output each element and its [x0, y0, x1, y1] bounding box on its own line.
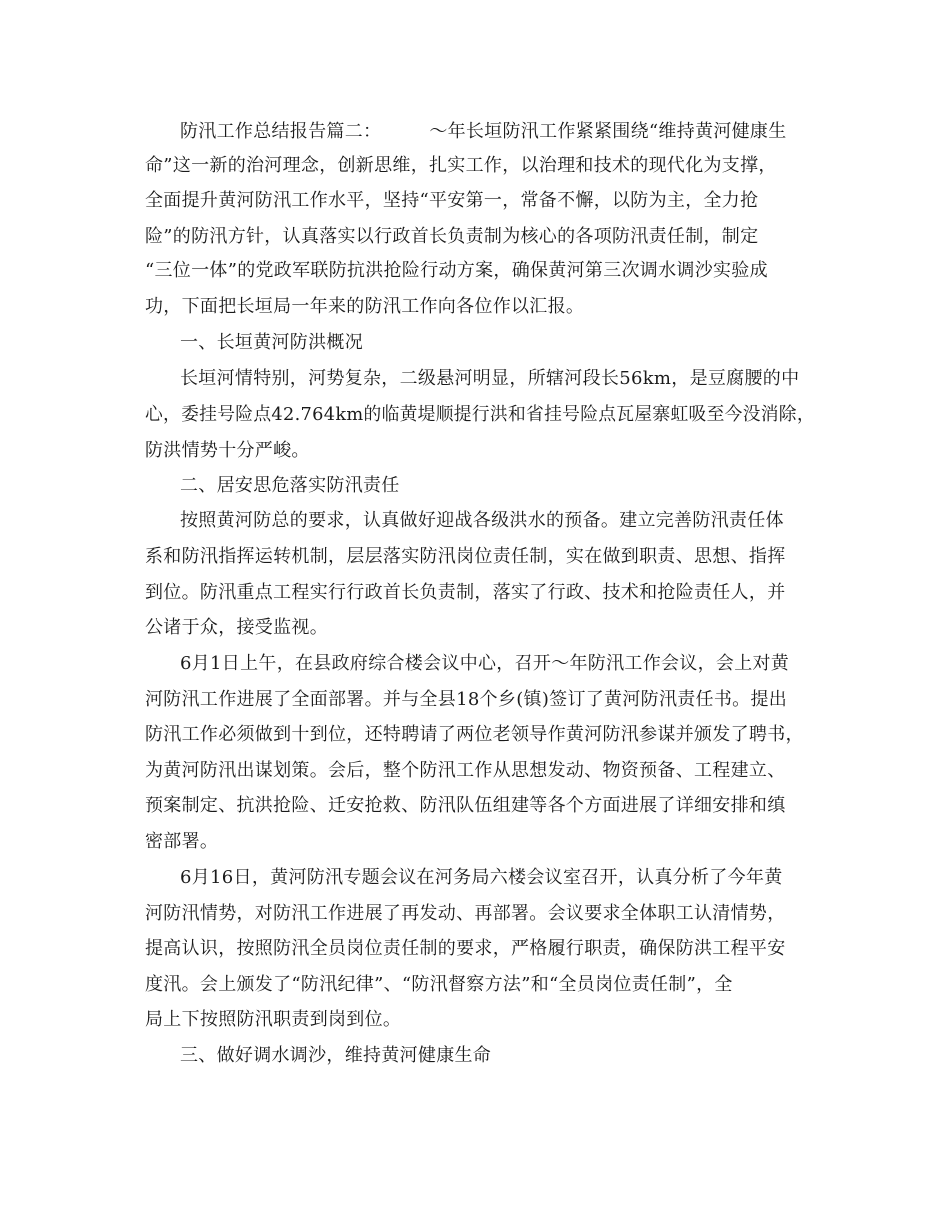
text-line-2: 命”这一新的治河理念，创新思维，扎实工作，以治理和技术的现代化为支撑， — [145, 155, 777, 176]
text-line-12: 按照黄河防总的要求，认真做好迎战各级洪水的预备。建立完善防汛责任体 — [180, 510, 784, 531]
text-line-8: 长垣河情特别，河势复杂，二级悬河明显，所辖河段长56km，是豆腐腰的中 — [180, 368, 800, 389]
text-line-17: 河防汛工作进展了全面部署。并与全县18个乡(镇)签订了黄河防汛责任书。提出 — [145, 689, 788, 710]
report-title: 防汛工作总结报告篇二： — [180, 121, 382, 142]
text-line-25: 度汛。会上颁发了“防汛纪律”、“防汛督察方法”和“全员岗位责任制”，全 — [145, 974, 733, 995]
text-line-18: 防汛工作必须做到十到位，还特聘请了两位老领导作黄河防汛参谋并颁发了聘书， — [145, 724, 804, 745]
text-line-22: 6月16日，黄河防汛专题会议在河务局六楼会议室召开，认真分析了今年黄 — [180, 867, 783, 888]
section-heading-1: 一、长垣黄河防洪概况 — [180, 332, 363, 353]
text-line-21: 密部署。 — [145, 831, 219, 852]
text-line-16: 6月1日上午，在县政府综合楼会议中心，召开～年防汛工作会议，会上对黄 — [180, 653, 790, 674]
text-line-3: 全面提升黄河防汛工作水平，坚持“平安第一，常备不懈，以防为主，全力抢 — [145, 190, 759, 211]
text-line-1 — [180, 121, 787, 143]
section-heading-3: 三、做好调水调沙，维持黄河健康生命 — [180, 1045, 492, 1066]
text-line-6: 功，下面把长垣局一年来的防汛工作向各位作以汇报。 — [145, 296, 585, 317]
text-line-23: 河防汛情势，对防汛工作进展了再发动、再部署。会议要求全体职工认清情势， — [145, 903, 786, 924]
text-line-10: 防洪情势十分严峻。 — [145, 440, 310, 461]
section-heading-2: 二、居安思危落实防汛责任 — [180, 475, 400, 496]
text-line-5: “三位一体”的党政军联防抗洪抢险行动方案，确保黄河第三次调水调沙实验成 — [145, 260, 768, 281]
text-line-24: 提高认识，按照防汛全员岗位责任制的要求，严格履行职责，确保防洪工程平安 — [145, 938, 786, 959]
text-line-13: 系和防汛指挥运转机制，层层落实防汛岗位责任制，实在做到职责、思想、指挥 — [145, 546, 786, 567]
text-line-19: 为黄河防汛出谋划策。会后，整个防汛工作从思想发动、物资预备、工程建立、 — [145, 760, 786, 781]
text-line-20: 预案制定、抗洪抢险、迁安抢救、防汛队伍组建等各个方面进展了详细安排和缜 — [145, 795, 786, 816]
text-line-14: 到位。防汛重点工程实行行政首长负责制，落实了行政、技术和抢险责任人，并 — [145, 582, 786, 603]
text-line-9: 心，委挂号险点42.764km的临黄堤顺提行洪和省挂号险点瓦屋寨虹吸至今没消除， — [145, 404, 815, 425]
paragraph-text: ～年长垣防汛工作紧紧围绕“维持黄河健康生 — [429, 121, 787, 142]
text-line-26: 局上下按照防汛职责到岗到位。 — [145, 1009, 402, 1030]
text-line-15: 公诸于众，接受监视。 — [145, 617, 328, 638]
text-line-4: 险”的防汛方针，认真落实以行政首长负责制为核心的各项防汛责任制，制定 — [145, 226, 759, 247]
